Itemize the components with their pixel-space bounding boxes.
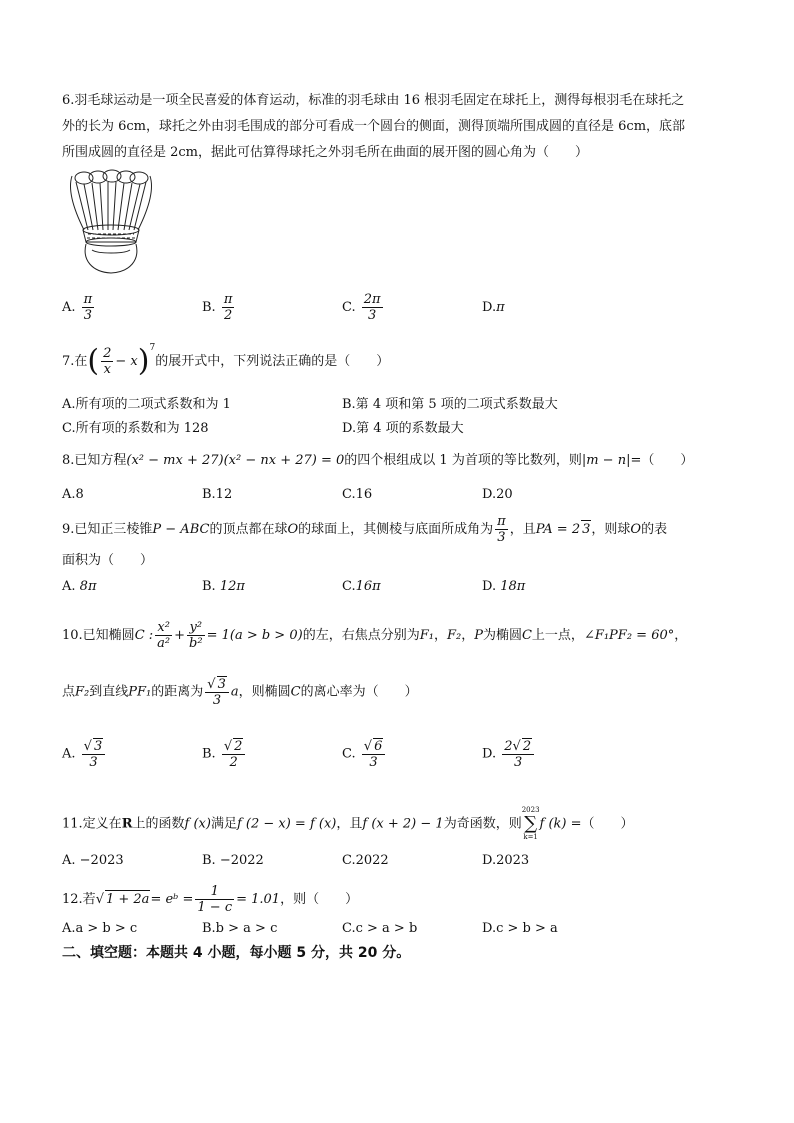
q6-option-b[interactable]: B. $\frac{\pi}{2}$ [202, 292, 233, 323]
q9-option-d[interactable]: D. 18π [482, 579, 526, 594]
q6-option-a[interactable]: A. $\frac{\pi}{3}$ [62, 292, 93, 323]
q7-option-b[interactable]: B.第 4 项和第 5 项的二项式系数最大 [342, 397, 558, 412]
q6-line1: 6.羽毛球运动是一项全民喜爱的体育运动，标准的羽毛球由 16 根羽毛固定在球托上，测得每根羽毛在球托之 [62, 93, 685, 108]
q6-option-c[interactable]: C. $\frac{2\pi}{3}$ [342, 292, 381, 323]
q12-option-c[interactable]: C.c > a > b [342, 921, 418, 936]
q10-option-b[interactable]: B. $\frac{√ 2}{2}$ [202, 738, 247, 770]
q11-summation: 2023 ∑ k=1 [521, 806, 540, 841]
q8-option-a[interactable]: A.8 [62, 487, 84, 502]
q11-option-a[interactable]: A. −2023 [62, 853, 124, 868]
q12-stem: 12.若√ 1 + 2a= eᵇ = $\frac{1}{1 - c}$ = 1.01，则（ ） [62, 884, 359, 915]
q7-option-d[interactable]: D.第 4 项的系数最大 [342, 421, 464, 436]
q6-line3: 所围成圆的直径是 2cm，据此可估算得球托之外羽毛所在曲面的展开图的圆心角为（ ） [62, 145, 589, 160]
q9-stem: 9.已知正三棱锥P − ABC的顶点都在球O的球面上，其侧棱与底面所成角为 $\frac{\pi}{3}$ ，且PA = 2 3，则球O的表 [62, 514, 668, 545]
q8-option-d[interactable]: D.20 [482, 487, 513, 502]
q6-b-fraction: $\frac{\pi}{2}$ [223, 292, 233, 323]
shuttlecock-image [62, 168, 160, 278]
q8-option-b[interactable]: B.12 [202, 487, 233, 502]
q6-a-fraction: $\frac{\pi}{3}$ [83, 292, 93, 323]
q10-option-c[interactable]: C. $\frac{√ 6}{3}$ [342, 738, 387, 770]
q10-option-a[interactable]: A. $\frac{√ 3}{3}$ [62, 738, 107, 770]
q9-sqrt: 3 [582, 522, 591, 537]
q11-option-b[interactable]: B. −2022 [202, 853, 264, 868]
q7-fraction: $\frac{2}{x}$ [103, 346, 112, 377]
q12-option-a[interactable]: A.a > b > c [62, 921, 138, 936]
q9-angle-fraction: $\frac{\pi}{3}$ [497, 514, 506, 545]
q11-option-d[interactable]: D.2023 [482, 853, 530, 868]
q6-c-fraction: $\frac{2\pi}{3}$ [363, 292, 381, 323]
q10-stem-line1: 10.已知椭圆C : $\frac{\text{x²}}{\text{a²}}$ + $\frac{\text{y²}}{\text{b²}}$ = 1(a > b > 0)的左，右焦点分别为F₁，F₂，P为椭圆C上一点，∠F₁PF₂ = 60°， [62, 620, 688, 651]
q11-option-c[interactable]: C.2022 [342, 853, 389, 868]
q12-option-b[interactable]: B.b > a > c [202, 921, 278, 936]
q9-option-c[interactable]: C.16π [342, 579, 381, 594]
q9-option-a[interactable]: A. 8π [62, 579, 97, 594]
q8-option-c[interactable]: C.16 [342, 487, 373, 502]
q7-option-a[interactable]: A.所有项的二项式系数和为 1 [62, 397, 231, 412]
q6-option-d[interactable]: D.π [482, 300, 505, 315]
q9-option-b[interactable]: B. 12π [202, 579, 245, 594]
q8-stem: 8.已知方程(x² − mx + 27)(x² − nx + 27) = 0的四个根组成以 1 为首项的等比数列，则|m − n|=（ ） [62, 453, 694, 468]
q11-stem: 11.定义在R上的函数f (x)满足f (2 − x) = f (x)，且f (x + 2) − 1为奇函数，则 2023 ∑ k=1 f (k) =（ ） [62, 806, 634, 841]
q7-option-c[interactable]: C.所有项的系数和为 128 [62, 421, 209, 436]
q6-line2: 外的长为 6cm，球托之外由羽毛围成的部分可看成一个圆台的侧面，测得顶端所围成圆的直径是 6cm，底部 [62, 119, 686, 134]
q10-option-d[interactable]: D. $\frac{2√ 2}{3}$ [482, 738, 536, 770]
q9-line2: 面积为（ ） [62, 553, 154, 568]
q10-stem-line2: 点F₂到直线PF₁的距离为 $\frac{√ 3}{3}$ a，则椭圆C的离心率为（ ） [62, 677, 418, 708]
q12-option-d[interactable]: D.c > b > a [482, 921, 558, 936]
section-fill-in-blank-heading: 二、填空题：本题共 4 小题，每小题 5 分，共 20 分。 [62, 945, 411, 961]
q7-stem: 7.在( $\frac{2}{x}$ − x)$^7$的展开式中，下列说法正确的是（ ） [62, 342, 390, 379]
